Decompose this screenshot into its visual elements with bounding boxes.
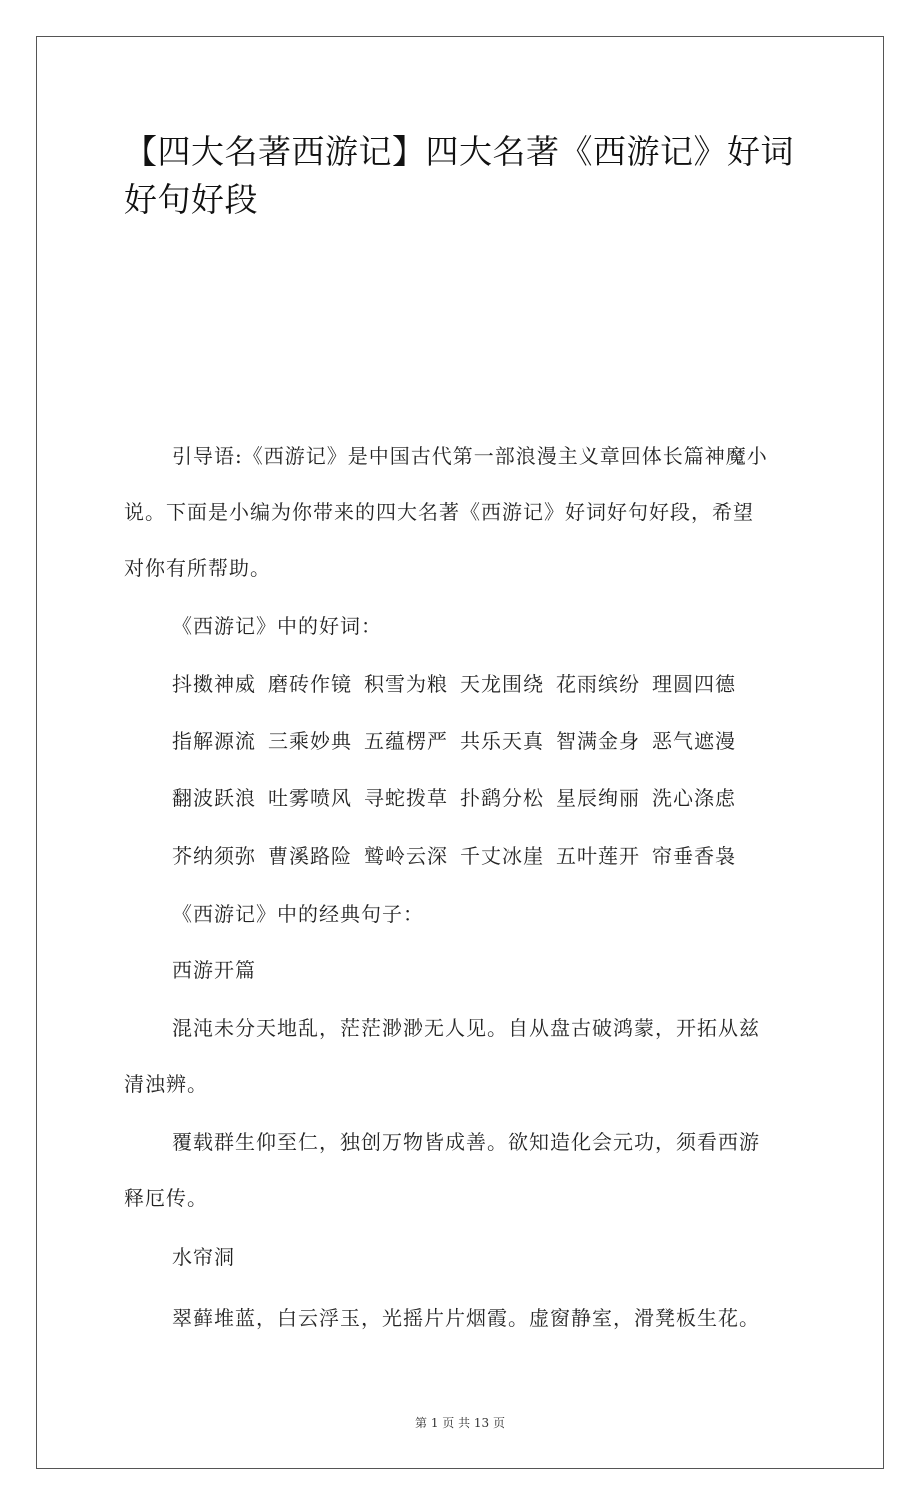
word-row-4 xyxy=(172,842,748,870)
poem2-line-1: 覆载群生仰至仁，独创万物皆成善。欲知造化会元功，须看西游 xyxy=(172,1130,760,1154)
good-words-heading xyxy=(124,598,804,654)
word-item: 智满金身 xyxy=(556,729,640,753)
poem-paragraph-1 xyxy=(124,1000,804,1112)
word-item: 五叶莲开 xyxy=(556,844,640,868)
word-item: 天龙围绕 xyxy=(460,672,544,696)
intro-paragraph xyxy=(124,428,804,596)
word-item: 共乐天真 xyxy=(460,729,544,753)
word-item: 芥纳须弥 xyxy=(172,844,256,868)
word-row-3 xyxy=(172,784,748,812)
word-item: 星辰绚丽 xyxy=(556,786,640,810)
word-item: 指解源流 xyxy=(172,729,256,753)
poem1-line-1: 混沌未分天地乱，茫茫渺渺无人见。自从盘古破鸿蒙，开拓从兹 xyxy=(172,1016,760,1040)
word-item: 洗心涤虑 xyxy=(652,786,736,810)
word-item: 积雪为粮 xyxy=(364,672,448,696)
classic-heading-text: 《西游记》中的经典句子： xyxy=(172,902,424,926)
poem-paragraph-2 xyxy=(124,1114,804,1226)
word-item: 理圆四德 xyxy=(652,672,736,696)
title-line-2: 好句好段 xyxy=(124,180,258,219)
word-row-1 xyxy=(172,670,748,698)
document-title xyxy=(124,128,814,224)
intro-line-1: 引导语:《西游记》是中国古代第一部浪漫主义章回体长篇神魔小 xyxy=(172,444,768,468)
poem1-line-2: 清浊辨。 xyxy=(124,1072,208,1096)
word-item: 翻波跃浪 xyxy=(172,786,256,810)
section2-title-text: 水帘洞 xyxy=(172,1245,235,1269)
word-item: 曹溪路险 xyxy=(268,844,352,868)
word-item: 花雨缤纷 xyxy=(556,672,640,696)
word-item: 抖擞神威 xyxy=(172,672,256,696)
intro-line-3: 对你有所帮助。 xyxy=(124,556,271,580)
word-item: 扑鹞分松 xyxy=(460,786,544,810)
section-title-water-curtain-cave xyxy=(124,1229,804,1285)
word-item: 吐雾喷风 xyxy=(268,786,352,810)
word-item: 磨砖作镜 xyxy=(268,672,352,696)
word-item: 帘垂香袅 xyxy=(652,844,736,868)
section-title-xiyou-opening xyxy=(124,942,804,998)
word-item: 寻蛇拨草 xyxy=(364,786,448,810)
poem2-line-2: 释厄传。 xyxy=(124,1186,208,1210)
word-item: 五蕴楞严 xyxy=(364,729,448,753)
title-line-1: 【四大名著西游记】四大名著《西游记》好词 xyxy=(124,132,794,171)
good-words-heading-text: 《西游记》中的好词： xyxy=(172,614,382,638)
poem-paragraph-3 xyxy=(124,1290,804,1346)
word-item: 三乘妙典 xyxy=(268,729,352,753)
word-item: 鹫岭云深 xyxy=(364,844,448,868)
word-item: 恶气遮漫 xyxy=(652,729,736,753)
poem3-line-1: 翠藓堆蓝，白云浮玉，光摇片片烟霞。虚窗静室，滑凳板生花。 xyxy=(172,1306,760,1330)
classic-heading xyxy=(124,886,804,942)
word-row-2 xyxy=(172,727,748,755)
intro-line-2: 说。下面是小编为你带来的四大名著《西游记》好词好句好段，希望 xyxy=(124,500,754,524)
page-number-footer: 第 1 页 共 13 页 xyxy=(415,1416,505,1430)
section1-title-text: 西游开篇 xyxy=(172,958,256,982)
word-item: 千丈冰崖 xyxy=(460,844,544,868)
